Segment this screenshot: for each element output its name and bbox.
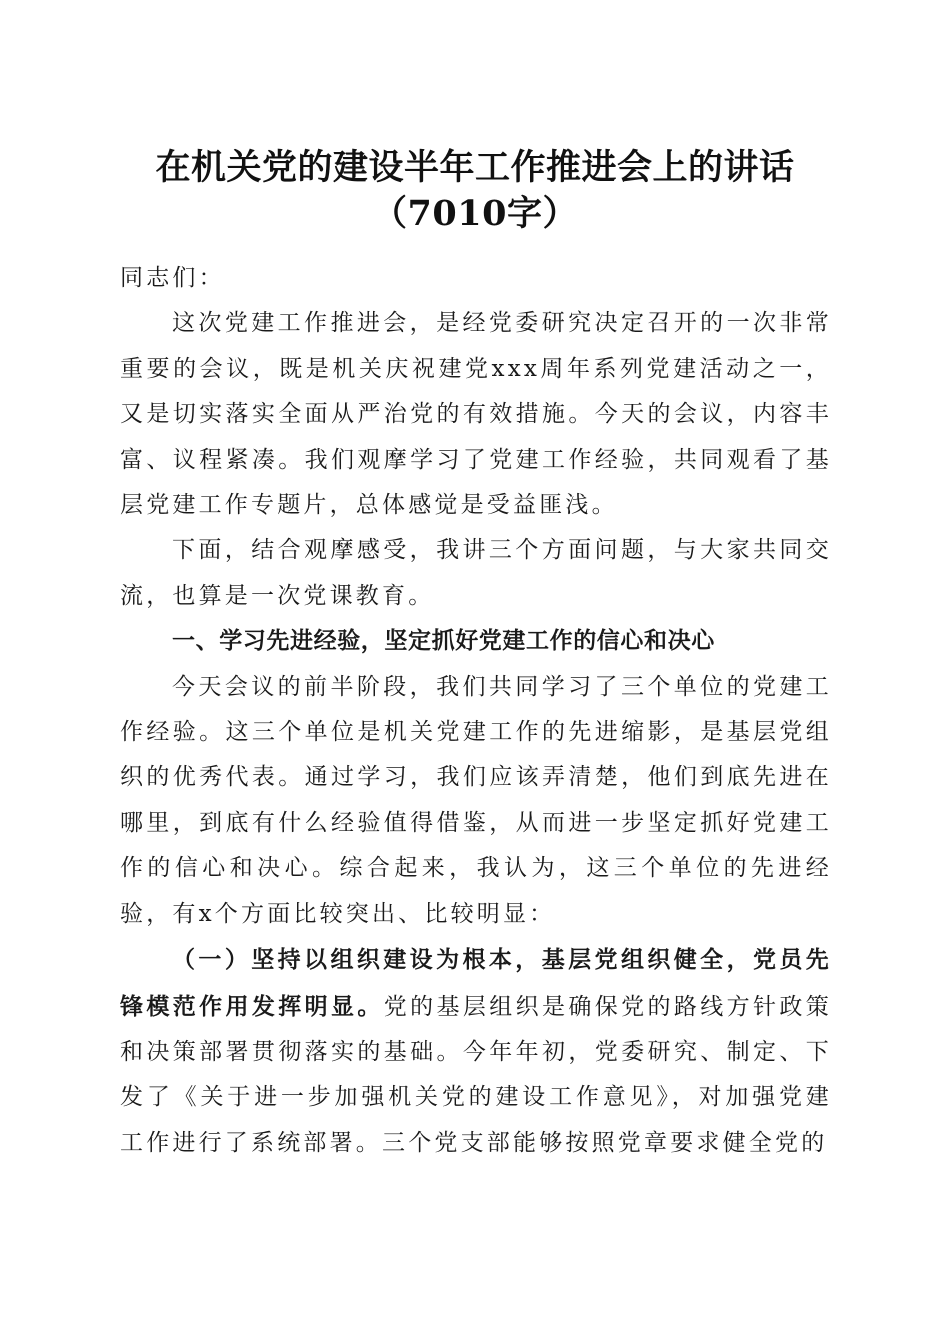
document-body [120, 256, 832, 1166]
paragraph-4-lead: （一）坚持以组织建设为根本，基层党组织健全，党员先锋模范作用发挥明显。 [120, 946, 832, 1020]
document-title: 在机关党的建设半年工作推进会上的讲话 [155, 147, 795, 188]
paragraph-4 [120, 937, 832, 1166]
paragraph-4-text: 党的基层组织是确保党的路线方针政策和决策部署贯彻落实的基础。今年年初，党委研究、制定、下发了《关于进一步加强机关党的建设工作意见》，对加强党建工作进行了系统部署。三个党支部能够按照党章要求健全党的 [120, 993, 833, 1156]
paragraph-2: 下面，结合观摩感受，我讲三个方面问题，与大家共同交流，也算是一次党课教育。 [120, 537, 832, 609]
paragraph-3: 今天会议的前半阶段，我们共同学习了三个单位的党建工作经验。这三个单位是机关党建工作的先进缩影，是基层党组织的优秀代表。通过学习，我们应该弄清楚，他们到底先进在哪里，到底有什么经验值得借鉴，从而进一步坚定抓好党建工作的信心和决心。综合起来，我认为，这三个单位的先进经验，有x个方面比较突出、比较明显： [120, 673, 832, 927]
paragraph-1: 这次党建工作推进会，是经党委研究决定召开的一次非常重要的会议，既是机关庆祝建党xxx周年系列党建活动之一，又是切实落实全面从严治党的有效措施。今天的会议，内容丰富、议程紧凑。我们观摩学习了党建工作经验，共同观看了基层党建工作专题片，总体感觉是受益匪浅。 [120, 310, 832, 519]
document-subtitle: （7010字） [372, 193, 578, 234]
section-heading-1: 一、学习先进经验，坚定抓好党建工作的信心和决心 [172, 628, 715, 655]
salutation: 同志们： [120, 265, 225, 291]
